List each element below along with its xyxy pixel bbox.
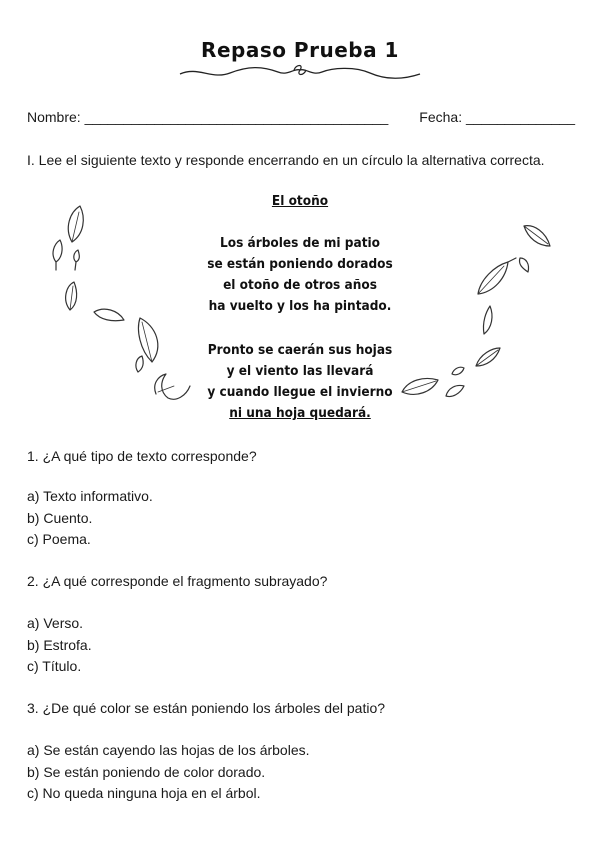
question-prompt: 3. ¿De qué color se están poniendo los árboles del patio? [27, 700, 386, 716]
leaf-icon [53, 240, 62, 270]
leaf-icon [478, 258, 516, 294]
answer-option[interactable]: a) Se están cayendo las hojas de los árboles. [27, 742, 310, 758]
answer-option[interactable]: b) Se están poniendo de color dorado. [27, 763, 266, 780]
poem-verse: ha vuelto y los ha pintado. [208, 298, 392, 314]
leaf-icon [94, 309, 124, 321]
leaf-icon [524, 226, 550, 246]
answer-option[interactable]: c) No queda ninguna hoja en el árbol. [27, 785, 261, 801]
poem-stanza-1 [150, 233, 450, 317]
poem-verse: el otoño de otros años [223, 277, 377, 293]
title-flourish [178, 62, 422, 84]
page-title: Repaso Prueba 1 [201, 38, 399, 62]
question-1 [27, 446, 257, 468]
name-field[interactable]: Nombre: _______________________________________ [27, 109, 389, 125]
date-field[interactable]: Fecha: ______________ [419, 109, 575, 125]
poem-stanza-2 [150, 340, 450, 424]
poem-verse-underlined [150, 403, 450, 424]
question-3 [27, 698, 385, 720]
question-3-options [27, 740, 310, 805]
poem-verse: Los árboles de mi patio [219, 235, 381, 251]
answer-option[interactable]: a) Texto informativo. [27, 488, 153, 504]
leaf-icon [68, 206, 83, 242]
leaf-icon [452, 367, 464, 375]
leaf-icon [66, 282, 77, 310]
question-prompt: 1. ¿A qué tipo de texto corresponde? [27, 448, 257, 464]
leaf-icon [483, 306, 492, 334]
answer-option[interactable]: c) Título. [27, 658, 82, 674]
question-1-options [27, 486, 153, 551]
answer-option[interactable]: a) Verso. [27, 615, 84, 631]
leaf-icon [476, 348, 500, 366]
poem-verse: Pronto se caerán sus hojas [207, 342, 393, 358]
underlined-fragment: ni una hoja quedará. [229, 405, 371, 421]
question-2 [27, 571, 327, 593]
student-info-row [27, 109, 575, 125]
leaf-icon [136, 356, 143, 372]
poem-verse: se están poniendo dorados [207, 256, 393, 272]
instructions: I. Lee el siguiente texto y responde encerrando en un círculo la alternativa correcta. [27, 152, 545, 168]
question-prompt: 2. ¿A qué corresponde el fragmento subrayado? [27, 573, 328, 589]
answer-option[interactable]: b) Cuento. [27, 509, 93, 526]
poem-verse: y cuando llegue el invierno [207, 384, 393, 400]
question-2-options [27, 613, 92, 678]
poem-verse: y el viento las llevará [226, 363, 374, 379]
leaf-icon [74, 250, 79, 270]
poem-title: El otoño [271, 193, 329, 209]
leaf-icon [519, 258, 528, 272]
answer-option[interactable]: b) Estrofa. [27, 636, 92, 653]
answer-option[interactable]: c) Poema. [27, 531, 91, 547]
